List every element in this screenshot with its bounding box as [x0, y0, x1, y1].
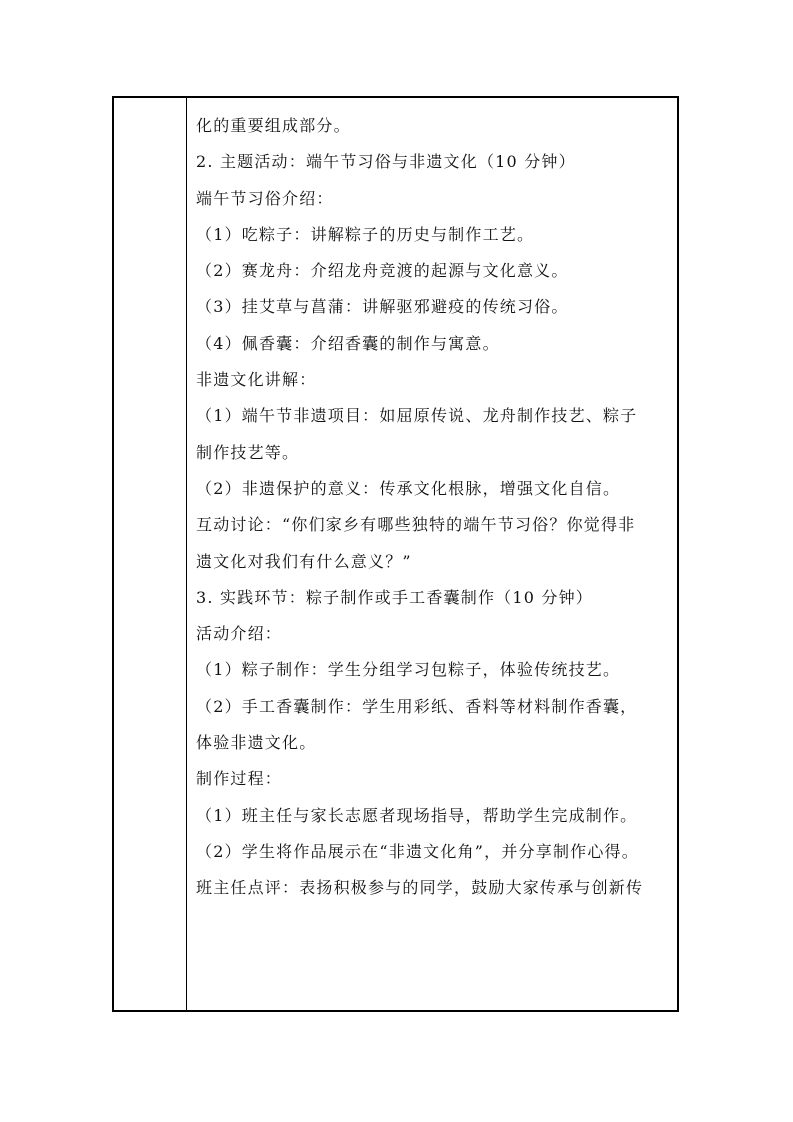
list-item: （1）粽子制作：学生分组学习包粽子，体验传统技艺。 — [196, 660, 621, 680]
list-item: （2）赛龙舟：介绍龙舟竞渡的起源与文化意义。 — [196, 261, 569, 281]
subheading-customs: 端午节习俗介绍： — [196, 188, 334, 208]
list-item: （2）手工香囊制作：学生用彩纸、香料等材料制作香囊， — [196, 696, 638, 716]
list-item-continued: 制作技艺等。 — [196, 442, 300, 462]
lesson-plan-table — [112, 96, 679, 1012]
list-item: （2）非遗保护的意义：传承文化根脉，增强文化自信。 — [196, 478, 621, 498]
list-item-continued: 体验非遗文化。 — [196, 733, 317, 753]
list-item: （3）挂艾草与菖蒲：讲解驱邪避疫的传统习俗。 — [196, 297, 569, 317]
list-item: （2）学生将作品展示在“非遗文化角”，并分享制作心得。 — [196, 841, 639, 861]
list-item: （1）吃粽子：讲解粽子的历史与制作工艺。 — [196, 224, 535, 244]
section-heading-practice: 3. 实践环节：粽子制作或手工香囊制作（10 分钟） — [196, 587, 593, 607]
list-item: （1）班主任与家长志愿者现场指导，帮助学生完成制作。 — [196, 805, 638, 825]
list-item: （1）端午节非遗项目：如屈原传说、龙舟制作技艺、粽子 — [196, 406, 638, 426]
discussion-text: 互动讨论：“你们家乡有哪些独特的端午节习俗？你觉得非 — [196, 515, 636, 535]
subheading-activity-intro: 活动介绍： — [196, 624, 283, 644]
discussion-text-continued: 遗文化对我们有什么意义？” — [196, 551, 412, 571]
teacher-comment: 班主任点评：表扬积极参与的同学，鼓励大家传承与创新传 — [196, 878, 644, 898]
subheading-heritage: 非遗文化讲解： — [196, 370, 317, 390]
section-heading-theme-activity: 2. 主题活动：端午节习俗与非遗文化（10 分钟） — [196, 152, 576, 172]
list-item: （4）佩香囊：介绍香囊的制作与寓意。 — [196, 333, 500, 353]
table-content-cell — [188, 98, 677, 1010]
subheading-process: 制作过程： — [196, 769, 283, 789]
table-left-column — [114, 98, 187, 1010]
text-line: 化的重要组成部分。 — [196, 116, 351, 135]
